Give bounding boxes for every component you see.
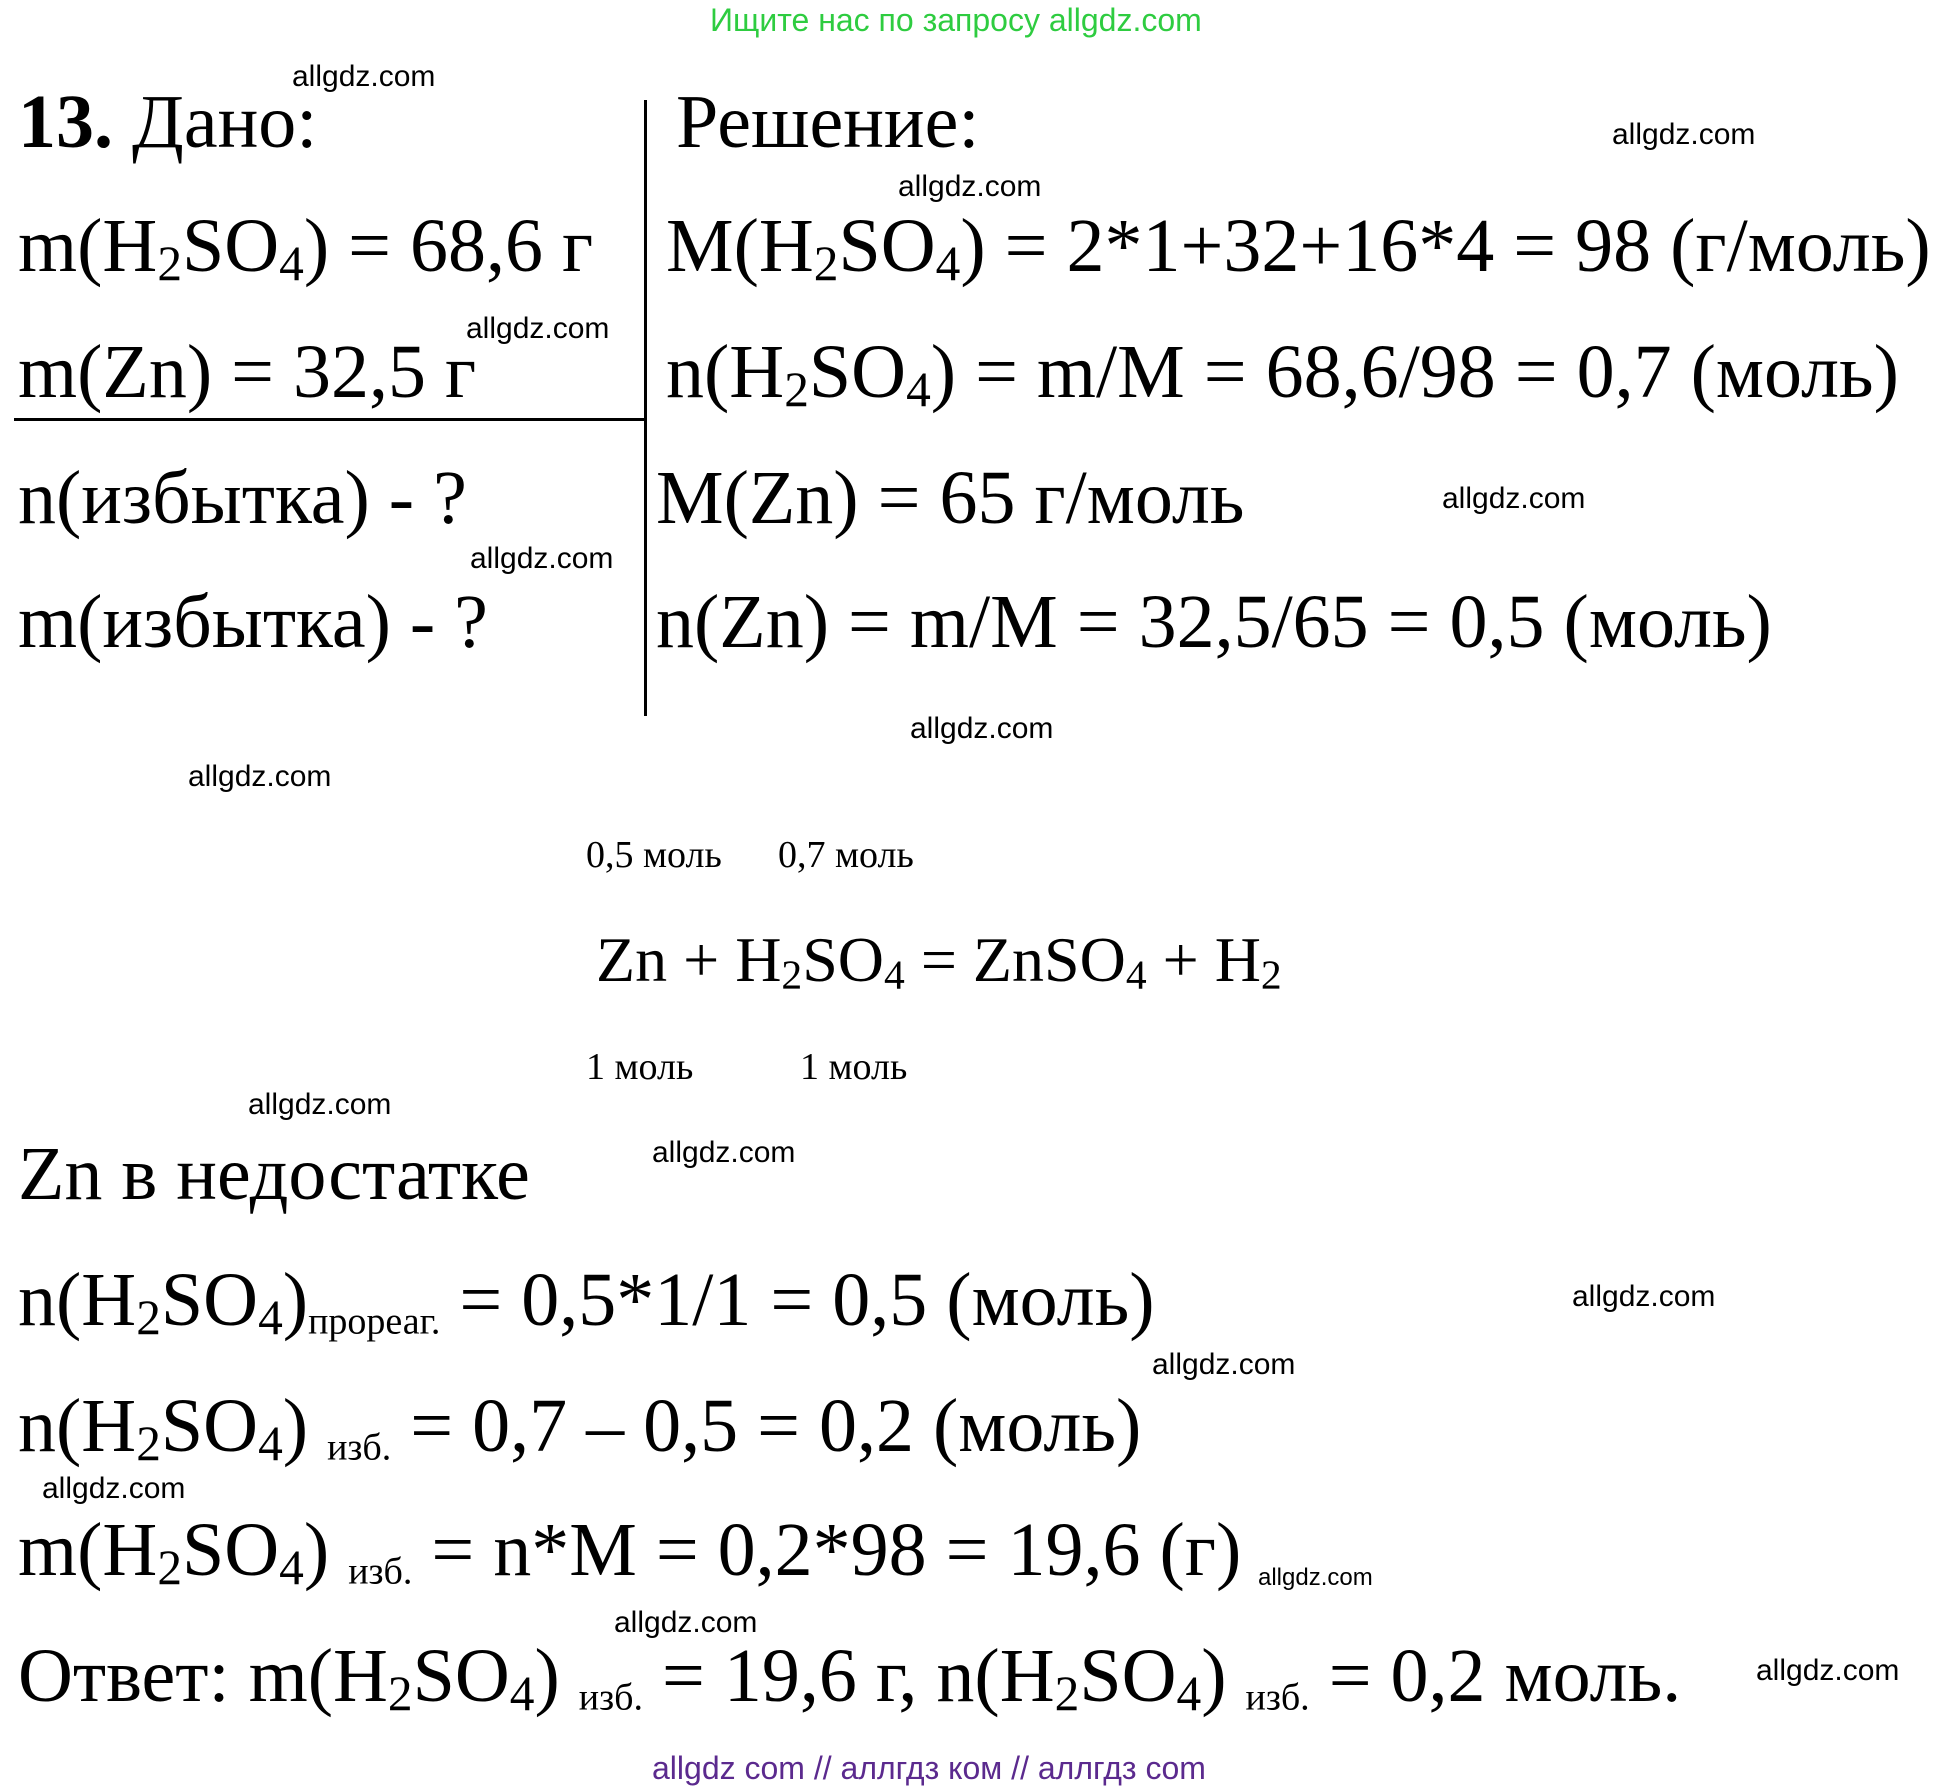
equation-above-zn: 0,5 моль [586,834,722,876]
moles-acid: $n(H_2SO_4) = m/M = 68,6/98 = 0,7$ (моль) [666,330,1899,417]
watermark: allgdz.com [292,60,436,93]
equation-below-zn: 1 моль [586,1046,694,1088]
watermark: allgdz.com [466,312,610,345]
equation-above-acid: 0,7 моль [778,834,914,876]
watermark: allgdz.com [1442,482,1586,515]
find-m-excess: m(избытка) - ? [18,580,488,664]
watermark: allgdz.com [188,760,332,793]
given-mass-zn: m(Zn) = 32,5 г [18,330,477,414]
given-mass-acid: $m(H_2SO_4) = 68,6$ г [18,204,594,291]
excess-acid-moles: $n(H_2SO_4) _{изб.} = 0,7 - 0,5 = 0,2$ (моль) [18,1384,1142,1471]
solution-title: Решение: [676,80,980,164]
bottom-banner: allgdz com // аллгдз ком // аллгдз com [652,1750,1206,1786]
watermark: allgdz.com [1612,118,1756,151]
vertical-divider [644,100,647,716]
given-heading [18,80,318,164]
watermark: allgdz.com [1152,1348,1296,1381]
molar-mass-zn: M(Zn) = 65 г/моль [656,456,1245,540]
watermark: allgdz.com [42,1472,186,1505]
top-banner: Ищите нас по запросу allgdz.com [710,2,1202,38]
watermark: allgdz.com [248,1088,392,1121]
problem-number: 13. [18,80,113,164]
molar-mass-acid: $M(H_2SO_4) = 2*1+32+16*4 = 98$ (г/моль) [666,204,1931,291]
watermark: allgdz.com [614,1606,758,1639]
watermark: allgdz.com [1258,1564,1373,1591]
excess-acid-mass: $m(H_2SO_4) _{изб.} = n*M = 0,2*98 = 19,6$ (г) [18,1508,1242,1595]
equation-below-acid: 1 моль [800,1046,908,1088]
watermark: allgdz.com [652,1136,796,1169]
zn-deficit: Zn в недостатке [18,1132,530,1216]
answer: Ответ: $m(H_2SO_4) _{изб.} = 19,6$ г, $n(H_2SO_4) _{изб.} = 0,2$ моль. [18,1634,1682,1721]
watermark: allgdz.com [1756,1654,1900,1687]
given-title: Дано: [132,80,318,164]
find-n-excess: n(избытка) - ? [18,456,467,540]
watermark: allgdz.com [470,542,614,575]
reaction-equation: $Zn + H_2SO_4$ = ZnSO$_4$ + $H_2$ [596,924,1282,998]
watermark: allgdz.com [910,712,1054,745]
reacted-acid-moles: $n(H_2SO_4)_{прореаг.} = 0,5*1/1 = 0,5$ (моль) [18,1258,1155,1345]
horizontal-divider [14,418,646,421]
watermark: allgdz.com [898,170,1042,203]
moles-zn: n(Zn) = m/M = 32,5/65 = 0,5 (моль) [656,580,1772,664]
watermark: allgdz.com [1572,1280,1716,1313]
